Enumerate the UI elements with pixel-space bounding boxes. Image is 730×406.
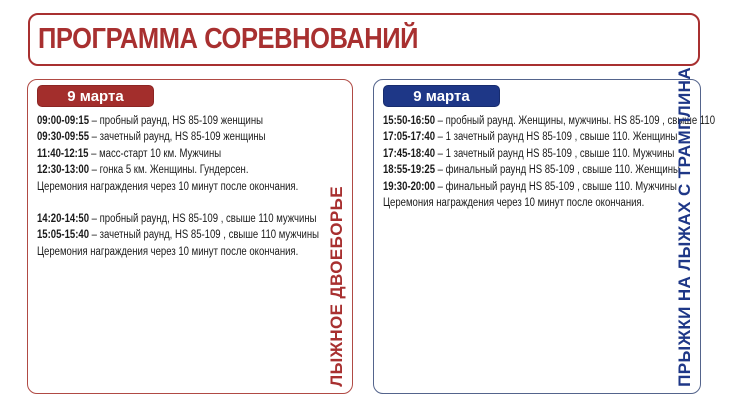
event-desc: – пробный раунд. Женщины, мужчины. HS 85-109 , свыше 110: [437, 115, 716, 127]
event-desc: – 1 зачетный раунд HS 85-109 , свыше 110. Мужчины: [437, 147, 675, 160]
schedule-row: [37, 113, 360, 129]
date-badge: 9 марта: [383, 85, 500, 107]
schedule-row: [37, 227, 360, 243]
panel-nordic-combined: [27, 79, 353, 394]
schedule-row: [37, 146, 360, 162]
ceremony-note: Церемония награждения через 10 минут после окончания.: [37, 180, 299, 193]
schedule-row: [383, 146, 708, 162]
event-desc: – пробный раунд, HS 85-109 женщины: [91, 115, 263, 127]
event-desc: – гонка 5 км. Женщины. Гундерсен.: [91, 164, 249, 177]
schedule-row: [383, 129, 708, 145]
event-time: 15:05-15:40: [37, 229, 90, 242]
panel-ski-jumping: [373, 67, 716, 394]
schedule-row: [37, 129, 360, 145]
event-time: 09:00-09:15: [37, 115, 90, 127]
schedule-ski-jumping: [383, 113, 716, 211]
event-desc: – зачетный раунд, HS 85-109 , свыше 110 мужчины: [91, 229, 320, 242]
event-desc: – зачетный раунд, HS 85-109 женщины: [91, 131, 266, 144]
event-time: 18:55-19:25: [383, 164, 436, 177]
schedule-nordic-combined: [37, 113, 360, 260]
event-time: 14:20-14:50: [37, 213, 90, 226]
event-time: 12:30-13:00: [37, 164, 90, 177]
schedule-row: [383, 162, 708, 178]
event-time: 19:30-20:00: [383, 180, 436, 193]
schedule-row: [37, 211, 360, 227]
schedule-row: [37, 162, 360, 178]
event-desc: – финальный раунд HS 85-109 , свыше 110. Женщины: [437, 164, 680, 177]
vertical-label-ski-jumping: ПРЫЖКИ НА ЛЫЖАХ С ТРАМПЛИНА: [675, 67, 694, 387]
schedule-row: [383, 179, 708, 195]
event-desc: – масс-старт 10 км. Мужчины: [91, 147, 222, 160]
event-time: 17:05-17:40: [383, 131, 436, 144]
event-time: 15:50-16:50: [383, 115, 436, 127]
event-time: 11:40-12:15: [37, 147, 89, 160]
vertical-label-nordic-combined: ЛЫЖНОЕ ДВОЕБОРЬЕ: [327, 186, 346, 387]
event-desc: – финальный раунд HS 85-109 , свыше 110. Мужчины: [437, 180, 677, 193]
event-time: 09:30-09:55: [37, 131, 90, 144]
event-desc: – 1 зачетный раунд HS 85-109 , свыше 110. Женщины: [437, 131, 678, 144]
event-desc: – пробный раунд, HS 85-109 , свыше 110 мужчины: [91, 213, 317, 226]
ceremony-note: Церемония награждения через 10 минут после окончания.: [37, 245, 299, 258]
page-title: ПРОГРАММА СОРЕВНОВАНИЙ: [38, 23, 419, 55]
schedule-row: [383, 113, 716, 129]
ceremony-note: Церемония награждения через 10 минут после окончания.: [383, 197, 645, 210]
block-gap: [37, 195, 360, 211]
date-badge: 9 марта: [37, 85, 154, 107]
event-time: 17:45-18:40: [383, 147, 436, 160]
title-box: [28, 13, 700, 66]
